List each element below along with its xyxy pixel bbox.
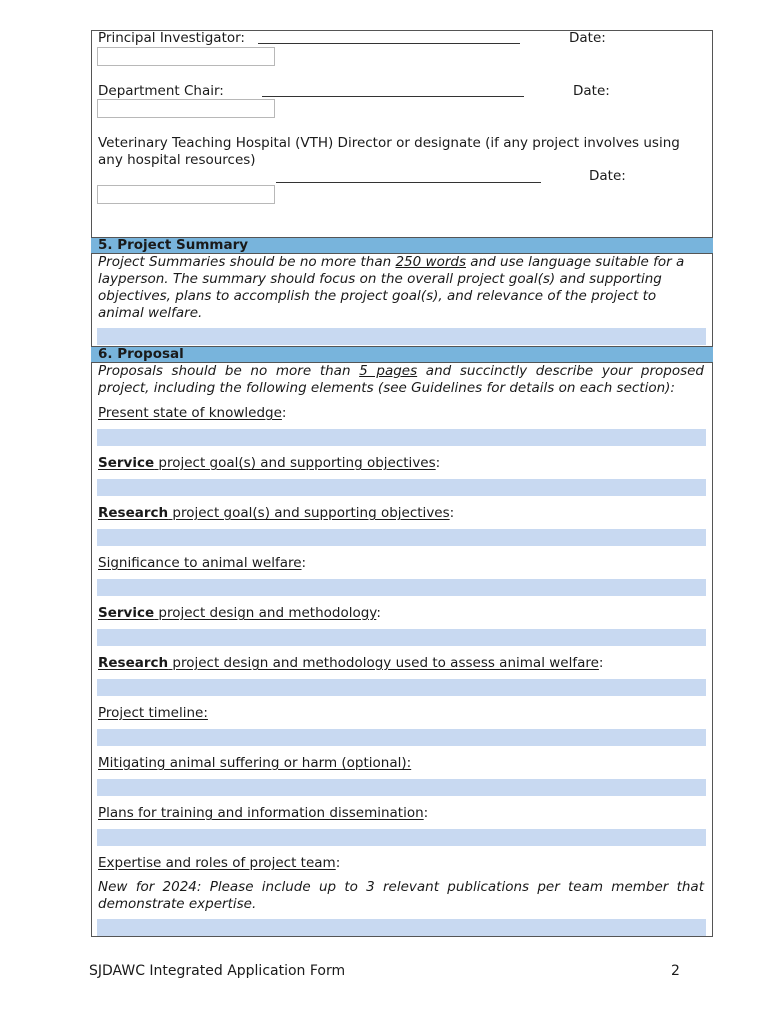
- chair-signature-field[interactable]: [97, 99, 275, 118]
- project-summary-field[interactable]: [97, 328, 706, 345]
- section5-instructions: Project Summaries should be no more than 250 words and use language suitable for a layperson. The summary should focus on the overall project goal(s) and supporting objectives, plans to accomplish the project goal(s), and relevance of the project to animal welfare.: [98, 254, 685, 321]
- label-expertise: Expertise and roles of project team:: [98, 855, 341, 871]
- significance-field[interactable]: [97, 579, 706, 596]
- label-significance: Significance to animal welfare:: [98, 555, 307, 571]
- pi-signature-line: [258, 43, 520, 44]
- present-knowledge-field[interactable]: [97, 429, 706, 446]
- label-research-goals: Research project goal(s) and supporting objectives:: [98, 505, 455, 521]
- pi-date-label: Date:: [569, 30, 606, 46]
- label-timeline: Project timeline:: [98, 705, 208, 721]
- expertise-field[interactable]: [97, 919, 706, 936]
- label-service-goals: Service project goal(s) and supporting objectives:: [98, 455, 441, 471]
- page-number: 2: [671, 963, 680, 979]
- vth-signature-line: [276, 182, 541, 183]
- chair-date-label: Date:: [573, 83, 610, 99]
- label-research-design: Research project design and methodology used to assess animal welfare:: [98, 655, 604, 671]
- section6-header: 6. Proposal: [91, 346, 713, 363]
- footer-title: SJDAWC Integrated Application Form: [89, 963, 346, 979]
- service-design-field[interactable]: [97, 629, 706, 646]
- pi-label: Principal Investigator:: [98, 30, 245, 46]
- mitigating-field[interactable]: [97, 779, 706, 796]
- service-goals-field[interactable]: [97, 479, 706, 496]
- vth-date-label: Date:: [589, 168, 626, 184]
- section6-instructions: Proposals should be no more than 5 pages and succinctly describe your proposed project, including the following elements (see Guidelines for details on each section):: [98, 363, 704, 396]
- timeline-field[interactable]: [97, 729, 706, 746]
- label-present-knowledge: Present state of knowledge:: [98, 405, 287, 421]
- label-service-design: Service project design and methodology:: [98, 605, 381, 621]
- vth-signature-field[interactable]: [97, 185, 275, 204]
- label-mitigating: Mitigating animal suffering or harm (optional):: [98, 755, 412, 771]
- research-goals-field[interactable]: [97, 529, 706, 546]
- research-design-field[interactable]: [97, 679, 706, 696]
- vth-label: Veterinary Teaching Hospital (VTH) Director or designate (if any project involves using any hospital resources): [98, 135, 680, 168]
- chair-label: Department Chair:: [98, 83, 224, 99]
- training-field[interactable]: [97, 829, 706, 846]
- section5-header: 5. Project Summary: [91, 237, 713, 254]
- expertise-note: New for 2024: Please include up to 3 relevant publications per team member that demonstrate expertise.: [98, 879, 704, 912]
- pi-signature-field[interactable]: [97, 47, 275, 66]
- chair-signature-line: [262, 96, 524, 97]
- label-training: Plans for training and information dissemination:: [98, 805, 429, 821]
